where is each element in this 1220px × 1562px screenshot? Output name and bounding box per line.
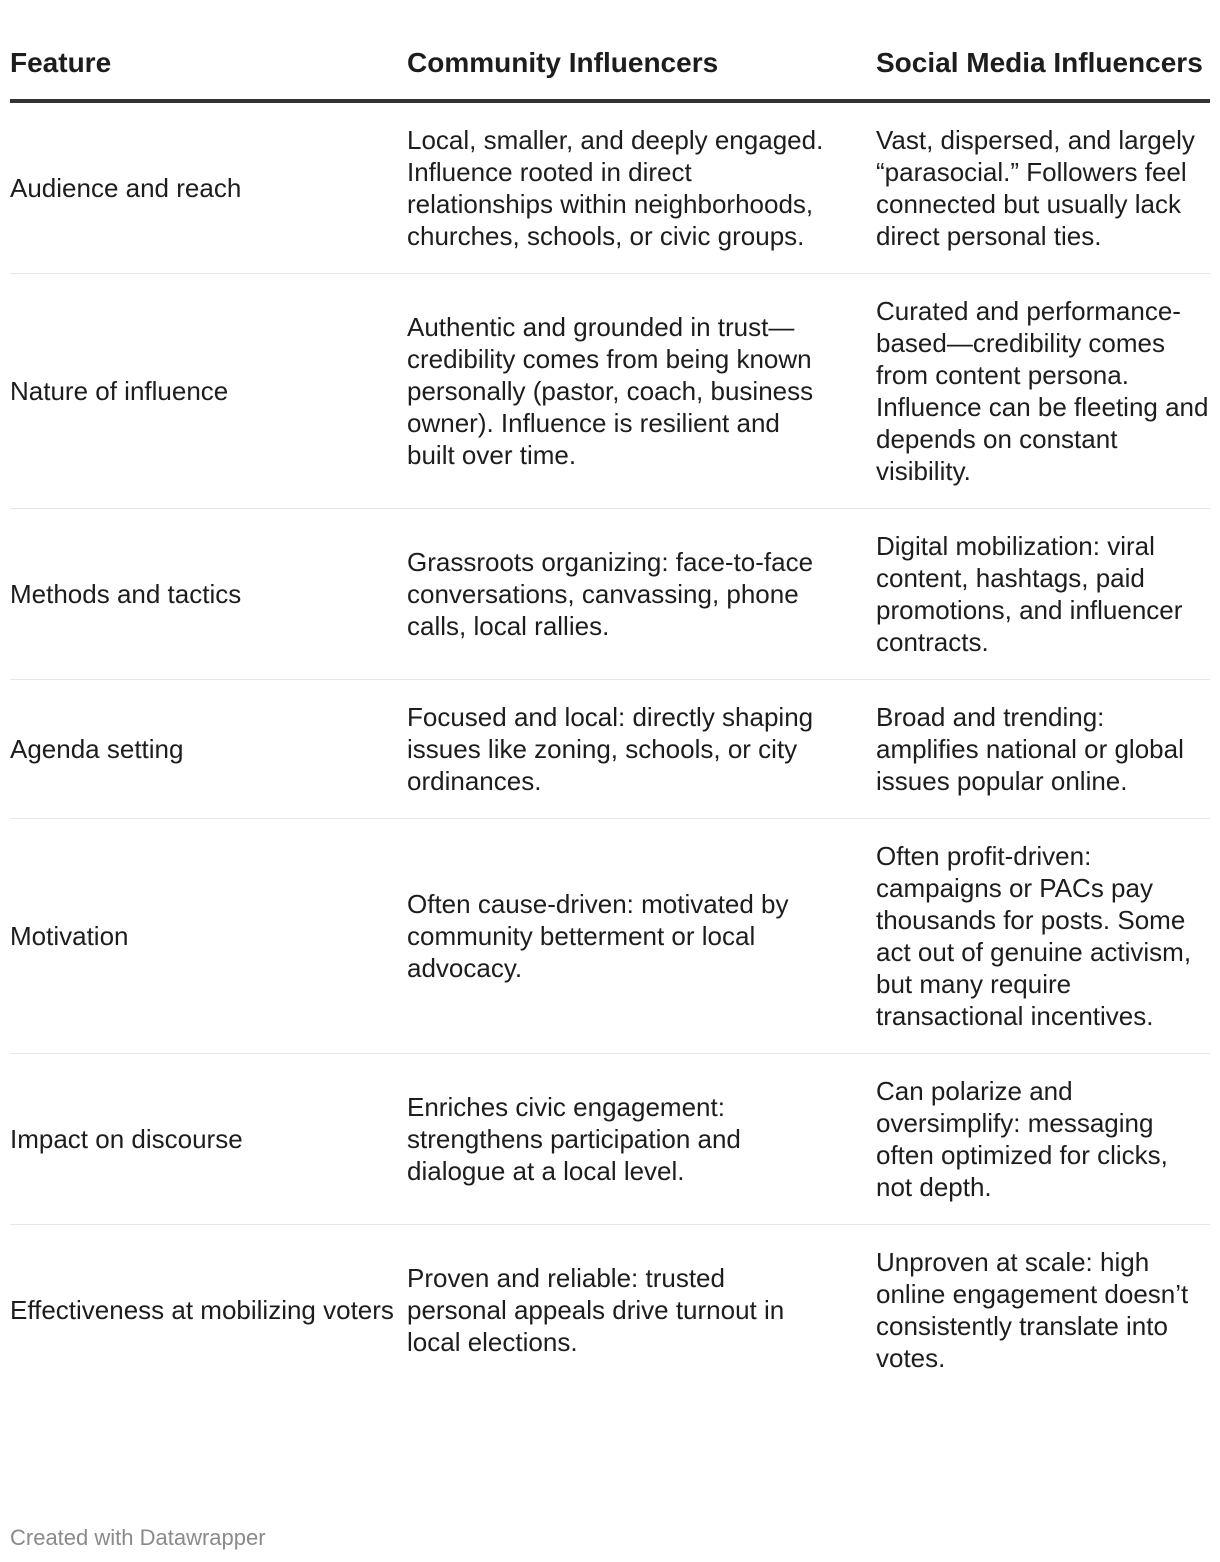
- community-cell: Enriches civic engagement: strengthens participation and dialogue at a local level.: [407, 1054, 876, 1225]
- feature-cell: Agenda setting: [10, 680, 407, 819]
- header-social-media-influencers: Social Media Influencers: [876, 45, 1210, 101]
- feature-cell: Audience and reach: [10, 101, 407, 274]
- community-cell: Local, smaller, and deeply engaged. Influence rooted in direct relationships within neighborhoods, churches, schools, or civic groups.: [407, 101, 876, 274]
- table-row: [10, 274, 1210, 509]
- social-cell: Broad and trending: amplifies national or global issues popular online.: [876, 680, 1210, 819]
- feature-cell: Impact on discourse: [10, 1054, 407, 1225]
- social-cell: Unproven at scale: high online engagement doesn’t consistently translate into votes.: [876, 1247, 1189, 1373]
- header-feature: Feature: [10, 45, 407, 101]
- table-header: [10, 45, 1210, 101]
- social-cell: Often profit-driven: campaigns or PACs pay thousands for posts. Some act out of genuine activism, but many require transactional incentives.: [876, 819, 1210, 1054]
- table-row: [10, 819, 1210, 1054]
- table-row: [10, 1225, 1210, 1396]
- table-body: [10, 101, 1210, 1395]
- table-row: [10, 509, 1210, 680]
- community-cell: Proven and reliable: trusted personal appeals drive turnout in local elections.: [407, 1263, 785, 1357]
- header-row: [10, 45, 1210, 101]
- community-cell: Authentic and grounded in trust—credibility comes from being known personally (pastor, coach, business owner). Influence is resilient and built over time.: [407, 274, 876, 509]
- table-row: [10, 101, 1210, 274]
- social-cell: Vast, dispersed, and largely “parasocial.” Followers feel connected but usually lack direct personal ties.: [876, 101, 1210, 274]
- community-cell: Focused and local: directly shaping issues like zoning, schools, or city ordinances.: [407, 680, 876, 819]
- table-row: [10, 1054, 1210, 1225]
- social-cell: Can polarize and oversimplify: messaging often optimized for clicks, not depth.: [876, 1054, 1210, 1225]
- comparison-table-container: [10, 45, 1210, 1395]
- community-cell: Grassroots organizing: face-to-face conversations, canvassing, phone calls, local rallies.: [407, 509, 876, 680]
- comparison-table: [10, 45, 1210, 1395]
- social-cell: Curated and performance-based—credibility comes from content persona. Influence can be fleeting and depends on constant visibility.: [876, 274, 1210, 509]
- datawrapper-credit[interactable]: Created with Datawrapper: [10, 1525, 266, 1550]
- community-cell: Often cause-driven: motivated by community betterment or local advocacy.: [407, 819, 876, 1054]
- social-cell: Digital mobilization: viral content, hashtags, paid promotions, and influencer contracts.: [876, 509, 1210, 680]
- table-row: [10, 680, 1210, 819]
- feature-cell: Nature of influence: [10, 274, 407, 509]
- feature-cell: Effectiveness at mobilizing voters: [10, 1295, 394, 1325]
- feature-cell: Methods and tactics: [10, 509, 407, 680]
- feature-cell: Motivation: [10, 819, 407, 1054]
- header-community-influencers: Community Influencers: [407, 45, 876, 101]
